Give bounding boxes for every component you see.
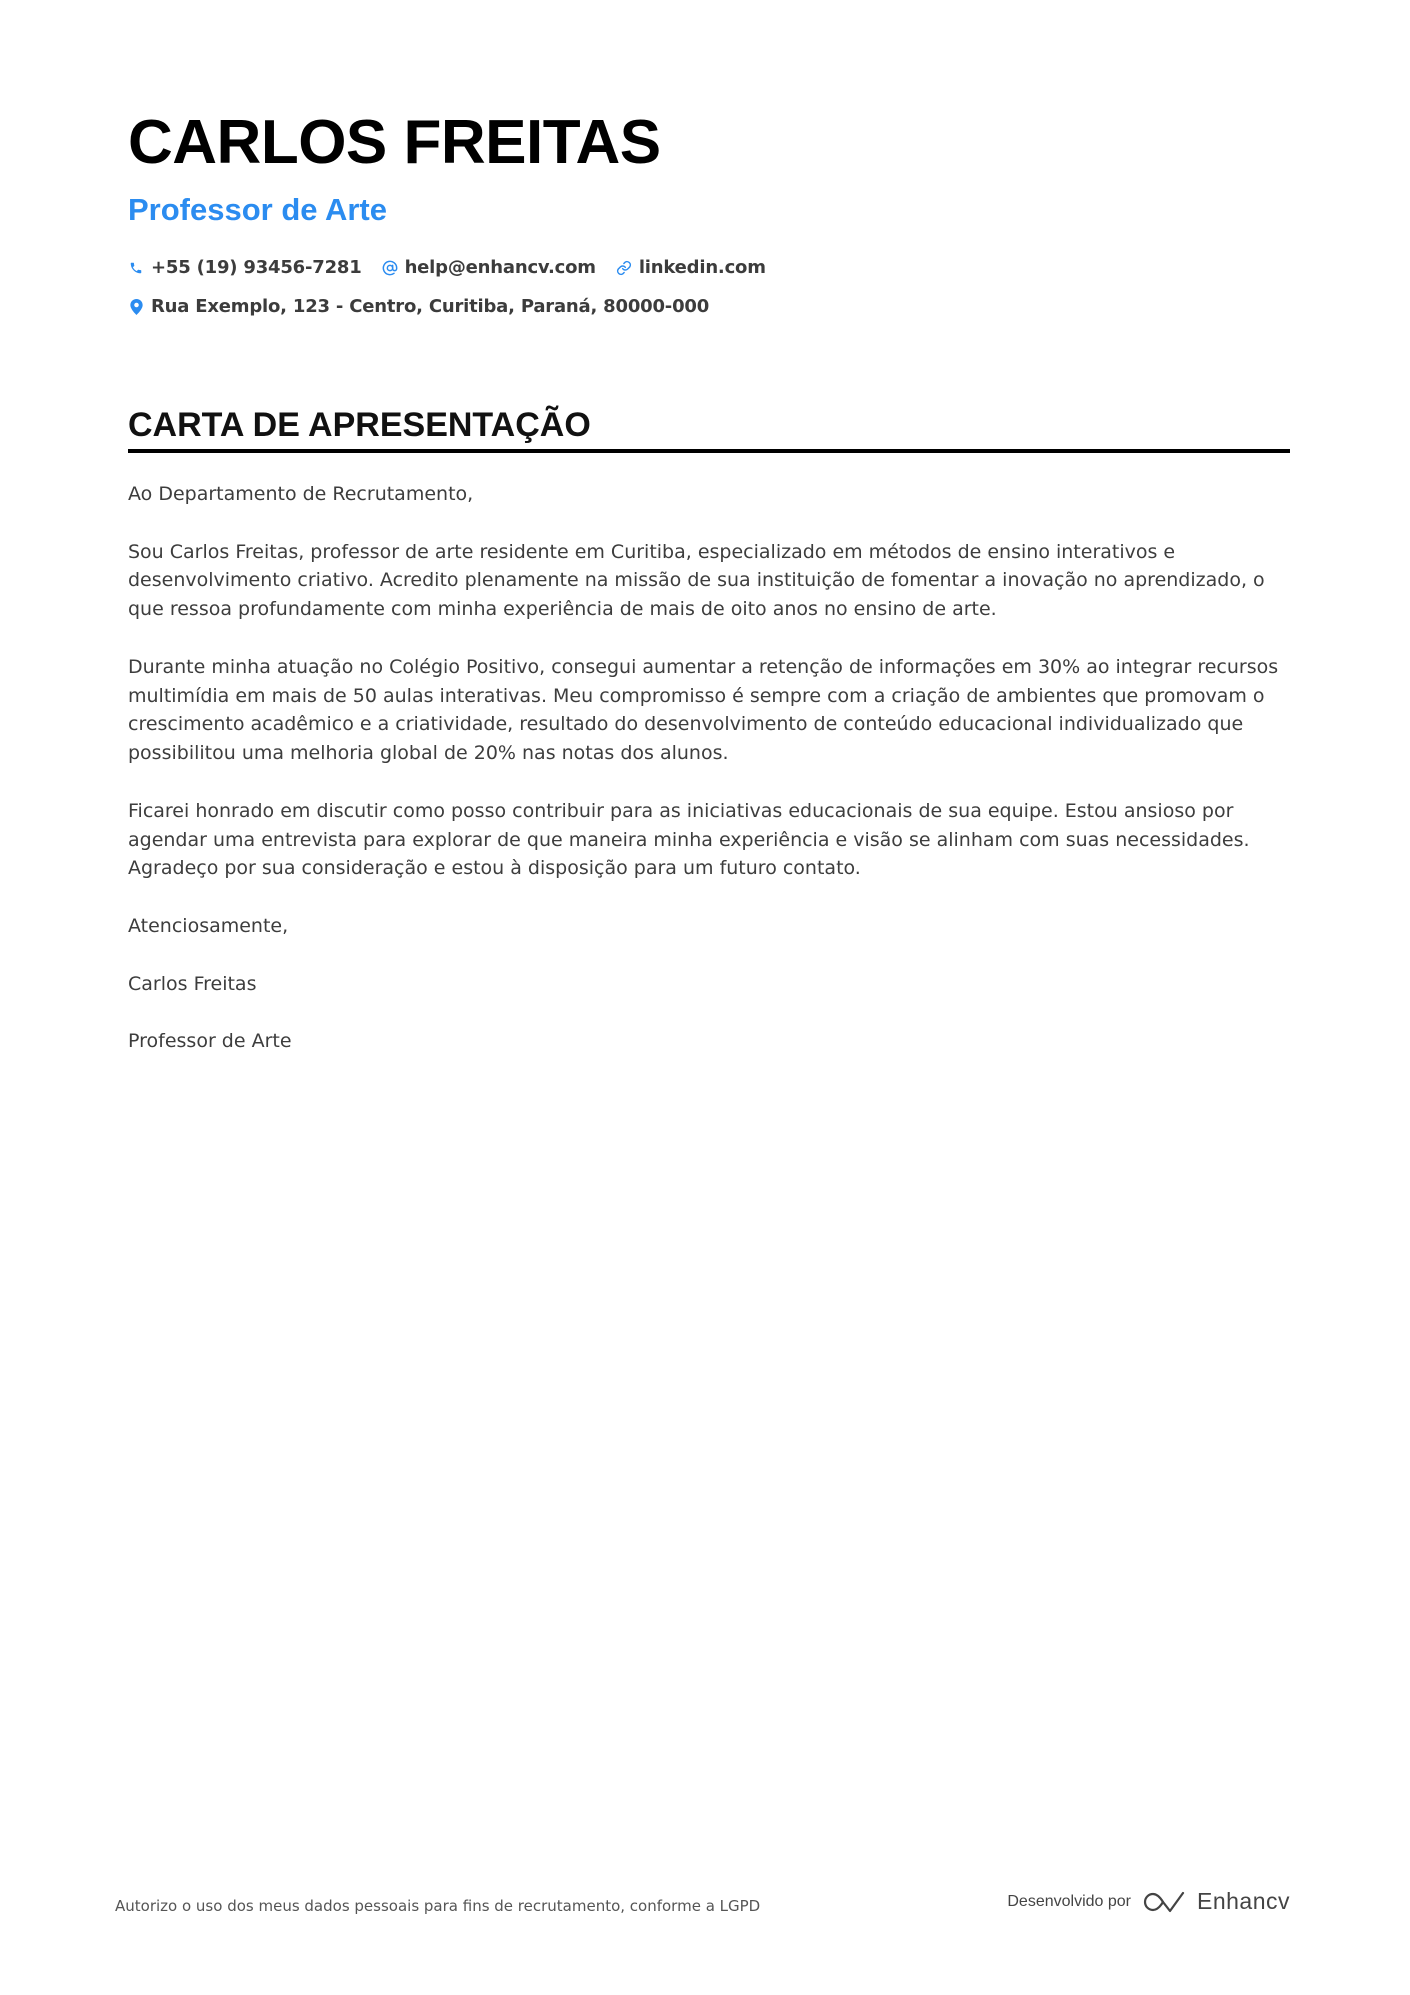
candidate-role: Professor de Arte [128, 192, 387, 227]
lgpd-consent-text: Autorizo o uso dos meus dados pessoais para fins de recrutamento, conforme a LGPD [115, 1897, 761, 1915]
brand-name: Enhancv [1196, 1888, 1290, 1914]
signature-title: Professor de Arte [128, 1030, 292, 1053]
contact-address [128, 296, 709, 317]
letter-salutation: Ao Departamento de Recrutamento, [128, 483, 474, 505]
contact-phone [128, 257, 362, 278]
at-sign-icon [382, 260, 398, 276]
enhancv-logo-icon [1141, 1889, 1187, 1915]
linkedin-link[interactable]: linkedin.com [638, 257, 766, 278]
page-footer [115, 1888, 1290, 1928]
letter-body [128, 480, 1290, 1085]
section-title-cover-letter: CARTA DE APRESENTAÇÃO [128, 406, 591, 444]
powered-by[interactable] [1007, 1888, 1290, 1915]
address-text: Rua Exemplo, 123 - Centro, Curitiba, Paraná, 80000-000 [151, 296, 710, 317]
contact-row-primary [128, 257, 766, 278]
signature-name: Carlos Freitas [128, 972, 257, 995]
contact-row-address [128, 296, 709, 317]
phone-text: +55 (19) 93456-7281 [151, 257, 362, 278]
contact-linkedin[interactable] [616, 257, 766, 278]
letter-paragraph: Ficarei honrado em discutir como posso contribuir para as iniciativas educacionais de sua equipe. Estou ansioso por agendar uma entrevista para explorar de que maneira minha experiência e visão se alinham com suas necessidades. Agradeço por sua consideração e estou à disposição para um futuro contato. [128, 799, 1250, 880]
letter-paragraph: Sou Carlos Freitas, professor de arte residente em Curitiba, especializado em métodos de ensino interativos e desenvolvimento criativo. Acredito plenamente na missão de sua instituição de fomentar a inovação no aprendizado, o que ressoa profundamente com minha experiência de mais de oito anos no ensino de arte. [128, 540, 1265, 621]
powered-by-label: Desenvolvido por [1007, 1892, 1131, 1910]
candidate-name: CARLOS FREITAS [128, 108, 661, 177]
email-link[interactable]: help@enhancv.com [404, 257, 596, 278]
contact-email[interactable] [382, 257, 596, 278]
link-icon [616, 260, 632, 276]
section-divider [128, 449, 1290, 453]
letter-closing: Atenciosamente, [128, 914, 289, 937]
letter-paragraph: Durante minha atuação no Colégio Positivo, consegui aumentar a retenção de informações em 30% ao integrar recursos multimídia em mais de 50 aulas interativas. Meu compromisso é sempre com a criação de ambientes que promovam o crescimento acadêmico e a criatividade, resultado do desenvolvimento de conteúdo educacional individualizado que possibilitou uma melhoria global de 20% nas notas dos alunos. [128, 655, 1279, 765]
phone-icon [128, 260, 144, 276]
map-pin-icon [128, 299, 144, 315]
